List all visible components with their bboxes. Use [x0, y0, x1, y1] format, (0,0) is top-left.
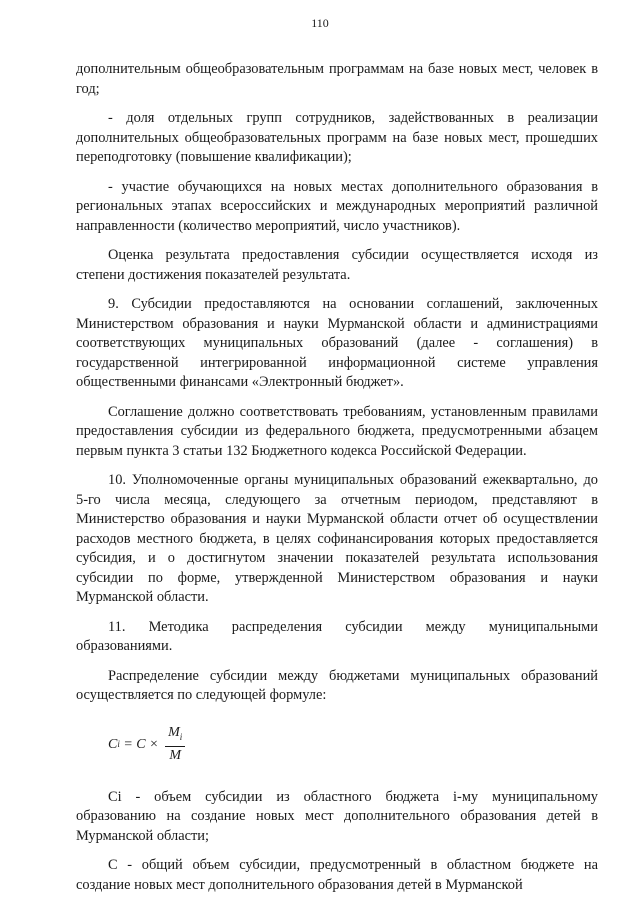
paragraph: 9. Субсидии предоставляются на основании соглашений, заключенных Министерством образования и науки Мурманской области и администрациями соответствующих муниципальных образований (далее - соглашения) в государственной интегрированной информационной системе управления общественными финансами «Электронный бюджет». — [76, 296, 598, 390]
formula-operator: = C × — [119, 736, 163, 752]
distribution-formula — [108, 716, 598, 774]
paragraph: - участие обучающихся на новых местах дополнительного образования в региональных этапах всероссийских и международных мероприятий различной направленности (количество мероприятий, число участников). — [76, 178, 598, 234]
paragraph: дополнительным общеобразовательным программам на базе новых мест, человек в год; — [76, 61, 598, 97]
paragraph: Оценка результата предоставления субсидии осуществляется исходя из степени достижения показателей результата. — [76, 247, 598, 283]
definition-c: C - общий объем субсидии, предусмотренный в областном бюджете на создание новых мест дополнительного образования детей в Мурманской — [76, 857, 598, 893]
page-number: 110 — [311, 16, 329, 30]
formula-lhs: C — [108, 736, 118, 752]
paragraph: Распределение субсидии между бюджетами муниципальных образований осуществляется по следующей формуле: — [76, 667, 598, 703]
formula-fraction — [165, 725, 185, 764]
paragraph: - доля отдельных групп сотрудников, задействованных в реализации дополнительных общеобразовательных программ на базе новых мест, прошедших переподготовку (повышение квалификации); — [76, 110, 598, 165]
paragraph: 11. Методика распределения субсидии между муниципальными образованиями. — [76, 618, 598, 654]
document-body — [76, 60, 598, 905]
paragraph: Соглашение должно соответствовать требованиям, установленным правилами предоставления субсидии из федерального бюджета, предусмотренными абзацем первым пункта 3 статьи 132 Бюджетного кодекса Российской Федерации. — [76, 403, 598, 459]
formula-denominator: M — [169, 747, 182, 763]
definition-ci: Ci - объем субсидии из областного бюджета i-му муниципальному образованию на создание новых мест дополнительного образования детей в Мурманской области; — [76, 788, 598, 844]
formula-lhs-sub: i — [117, 738, 120, 749]
paragraph: 10. Уполномоченные органы муниципальных образований ежеквартально, до 5-го числа месяца, следующего за отчетным периодом, представляют в Министерство образования и науки Мурманской области отчет об осуществлении расходов местного бюджета, в целях софинансирования которых предоставляется субсидия, и о достигнутом значении показателей результата использования субсидии по форме, утвержденной Министерством образования и науки Мурманской области. — [76, 472, 598, 605]
formula-numerator: $M_i$ — [165, 725, 185, 747]
